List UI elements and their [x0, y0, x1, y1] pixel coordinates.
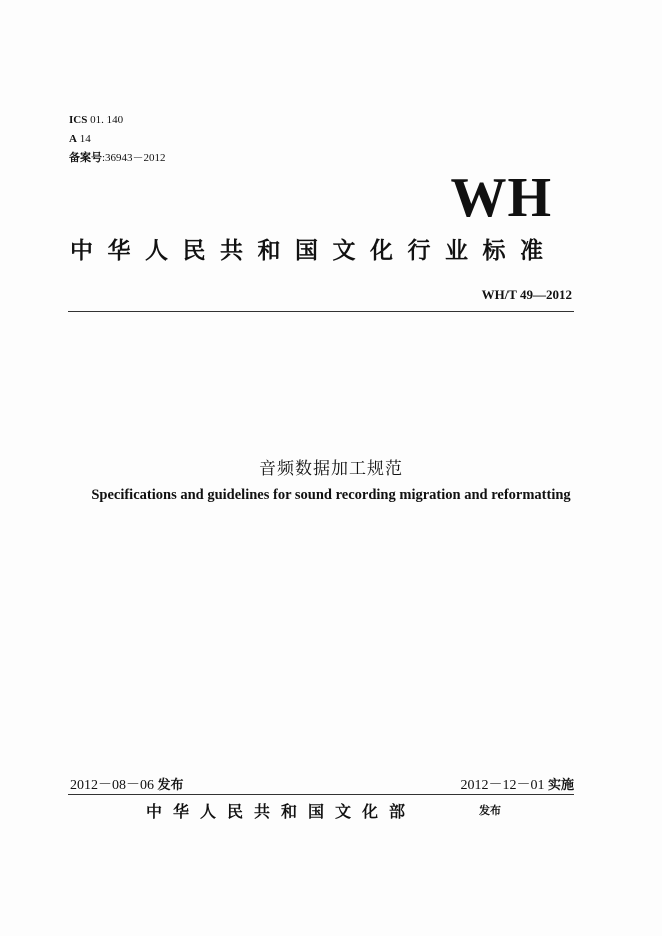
class-value: 14	[76, 133, 91, 145]
title-english: Specifications and guidelines for sound recording migration and reformatting	[91, 487, 571, 503]
standard-type: 中华人民共和国文化行业标准	[70, 238, 558, 264]
ics-value: 01. 140	[87, 114, 124, 126]
classification-block	[69, 111, 166, 168]
record-label: 备案号	[69, 152, 102, 164]
class-label: A	[69, 133, 77, 145]
title-chinese: 音频数据加工规范	[259, 459, 403, 479]
issuer-action: 发布	[479, 804, 501, 817]
record-line	[69, 149, 166, 168]
release-date-line	[70, 774, 184, 794]
wh-logo: WH	[450, 167, 552, 229]
ics-line	[69, 111, 166, 130]
release-date: 2012－08－06	[70, 778, 158, 793]
standard-code: WH/T 49—2012	[481, 287, 572, 302]
implement-label: 实施	[547, 778, 574, 793]
top-divider	[68, 311, 574, 312]
implement-date: 2012－12－01	[460, 778, 548, 793]
issuer: 中华人民共和国文化部	[146, 802, 417, 821]
bottom-divider	[68, 794, 574, 795]
implement-date-line	[460, 774, 574, 794]
release-label: 发布	[157, 778, 184, 793]
ics-label: ICS	[69, 114, 88, 126]
record-value: :36943－2012	[102, 152, 166, 164]
class-line	[69, 130, 166, 149]
